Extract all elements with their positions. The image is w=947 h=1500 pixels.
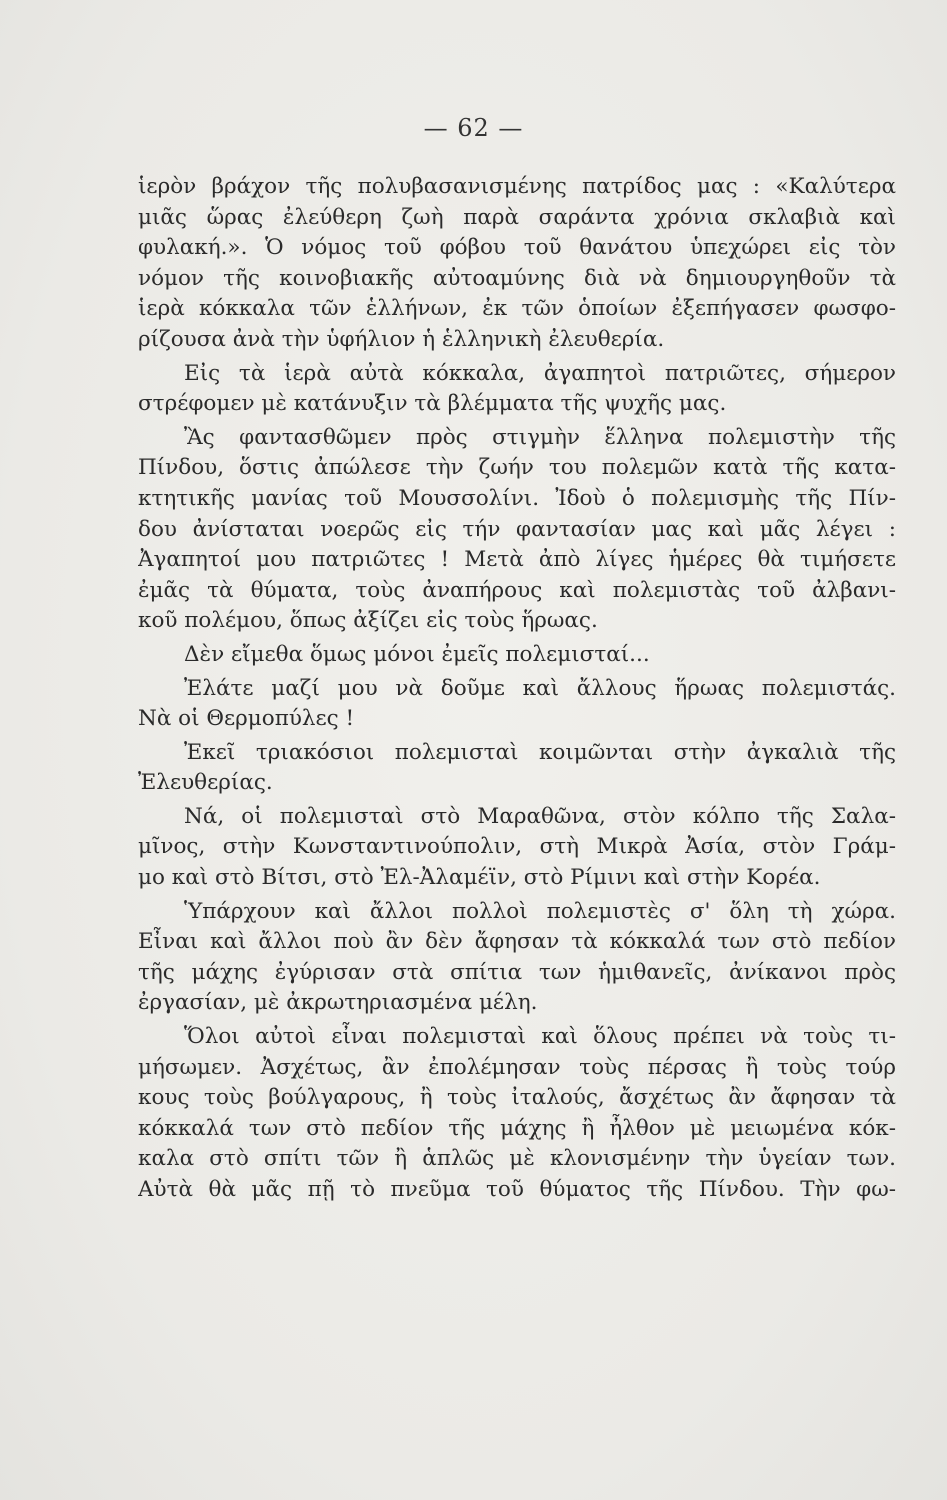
text-line: ἐργασίαν, μὲ ἀκρωτηριασμένα μέλη.	[138, 990, 538, 1016]
text-line: μήσωμεν. Ἀσχέτως, ἂν ἐπολέμησαν τοὺς πέρσας ἢ τοὺς τούρ	[138, 1054, 896, 1080]
text-line: κους τοὺς βούλγαρους, ἢ τοὺς ἰταλούς, ἄσχέτως ἂν ἄφησαν τὰ	[138, 1085, 896, 1111]
text-line: Νὰ οἱ Θερμοπύλες !	[138, 706, 355, 732]
page-number: — 62 —	[423, 114, 524, 142]
text-line: τῆς μάχης ἐγύρισαν στὰ σπίτια των ἡμιθανεῖς, ἀνίκανοι πρὸς	[138, 959, 896, 985]
body-text	[138, 172, 896, 1206]
paragraph	[138, 1022, 896, 1206]
text-line: στρέφομεν μὲ κατάνυξιν τὰ βλέμματα τῆς ψυχῆς μας.	[138, 391, 727, 417]
text-line: Αὐτὰ θὰ μᾶς πῇ τὸ πνεῦμα τοῦ θύματος τῆς Πίνδου. Τὴν φω-	[138, 1177, 896, 1202]
text-line: Εἰς τὰ ἱερὰ αὐτὰ κόκκαλα, ἀγαπητοὶ πατριῶτες, σήμερον	[184, 360, 896, 386]
paragraph	[138, 172, 896, 356]
text-line: μο καὶ στὸ Βίτσι, στὸ Ἐλ-Ἀλαμέϊν, στὸ Ρίμινι καὶ στὴν Κορέα.	[138, 865, 821, 891]
text-line: Ἂς φαντασθῶμεν πρὸς στιγμὴν ἕλληνα πολεμιστὴν τῆς	[184, 424, 896, 450]
text-line: Ἐλάτε μαζί μου νὰ δοῦμε καὶ ἄλλους ἥρωας πολεμιστάς.	[184, 675, 896, 701]
text-line: Ἐκεῖ τριακόσιοι πολεμισταὶ κοιμῶνται στὴν ἀγκαλιὰ τῆς	[184, 739, 896, 765]
text-line: ἱερὸν βράχον τῆς πολυβασανισμένης πατρίδος μας : «Καλύτερα	[138, 174, 896, 199]
text-line: ρίζουσα ἀνὰ τὴν ὑφήλιον ἡ ἑλληνικὴ ἐλευθερία.	[138, 326, 665, 352]
text-line: Ἐλευθερίας.	[138, 770, 273, 796]
text-line: καλα στὸ σπίτι τῶν ἢ ἁπλῶς μὲ κλονισμένην τὴν ὑγείαν των.	[138, 1146, 896, 1172]
text-line: φυλακή.». Ὁ νόμος τοῦ φόβου τοῦ θανάτου ὑπεχώρει εἰς τὸν	[138, 235, 896, 261]
text-line: ἐμᾶς τὰ θύματα, τοὺς ἀναπήρους καὶ πολεμιστὰς τοῦ ἀλβανι-	[138, 577, 896, 603]
text-line: ἱερὰ κόκκαλα τῶν ἑλλήνων, ἐκ τῶν ὁποίων ἐξεπήγασεν φωσφο-	[138, 296, 896, 322]
text-line: νόμον τῆς κοινοβιακῆς αὐτοαμύνης διὰ νὰ δημιουργηθοῦν τὰ	[138, 265, 896, 291]
paragraph	[138, 738, 896, 799]
text-line: κοῦ πολέμου, ὅπως ἀξίζει εἰς τοὺς ἥρωας.	[138, 608, 598, 634]
paragraph	[138, 802, 896, 894]
text-line: Νά, οἱ πολεμισταὶ στὸ Μαραθῶνα, στὸν κόλπο τῆς Σαλα-	[184, 803, 896, 829]
text-line: Εἶναι καὶ ἄλλοι ποὺ ἂν δὲν ἄφησαν τὰ κόκκαλά των στὸ πεδίον	[138, 929, 896, 955]
text-line: μιᾶς ὥρας ἐλεύθερη ζωὴ παρὰ σαράντα χρόνια σκλαβιὰ καὶ	[138, 204, 896, 230]
text-line: Ὅλοι αὐτοὶ εἶναι πολεμισταὶ καὶ ὅλους πρέπει νὰ τοὺς τι-	[184, 1024, 896, 1050]
paragraph	[138, 640, 896, 671]
text-line: Ὑπάρχουν καὶ ἄλλοι πολλοὶ πολεμιστὲς σ' ὅλη τὴ χώρα.	[184, 898, 896, 924]
text-line: Πίνδου, ὅστις ἀπώλεσε τὴν ζωήν του πολεμῶν κατὰ τῆς κατα-	[138, 455, 896, 481]
text-line: Δὲν εἴμεθα ὅμως μόνοι ἐμεῖς πολεμισταί...	[184, 641, 650, 667]
paragraph	[138, 897, 896, 1019]
text-line: Ἀγαπητοί μου πατριῶτες ! Μετὰ ἀπὸ λίγες ἡμέρες θὰ τιμήσετε	[138, 547, 896, 573]
paragraph	[138, 359, 896, 420]
text-line: κόκκαλά των στὸ πεδίον τῆς μάχης ἢ ἦλθον μὲ μειωμένα κόκ-	[138, 1115, 896, 1141]
paragraph	[138, 423, 896, 637]
text-line: μῖνος, στὴν Κωνσταντινούπολιν, στὴ Μικρὰ Ἀσία, στὸν Γράμ-	[138, 834, 896, 860]
paragraph	[138, 674, 896, 735]
text-line: δου ἀνίσταται νοερῶς εἰς τήν φαντασίαν μας καὶ μᾶς λέγει :	[138, 516, 896, 542]
text-line: κτητικῆς μανίας τοῦ Μουσσολίνι. Ἰδοὺ ὁ πολεμισμὴς τῆς Πίν-	[138, 485, 896, 511]
